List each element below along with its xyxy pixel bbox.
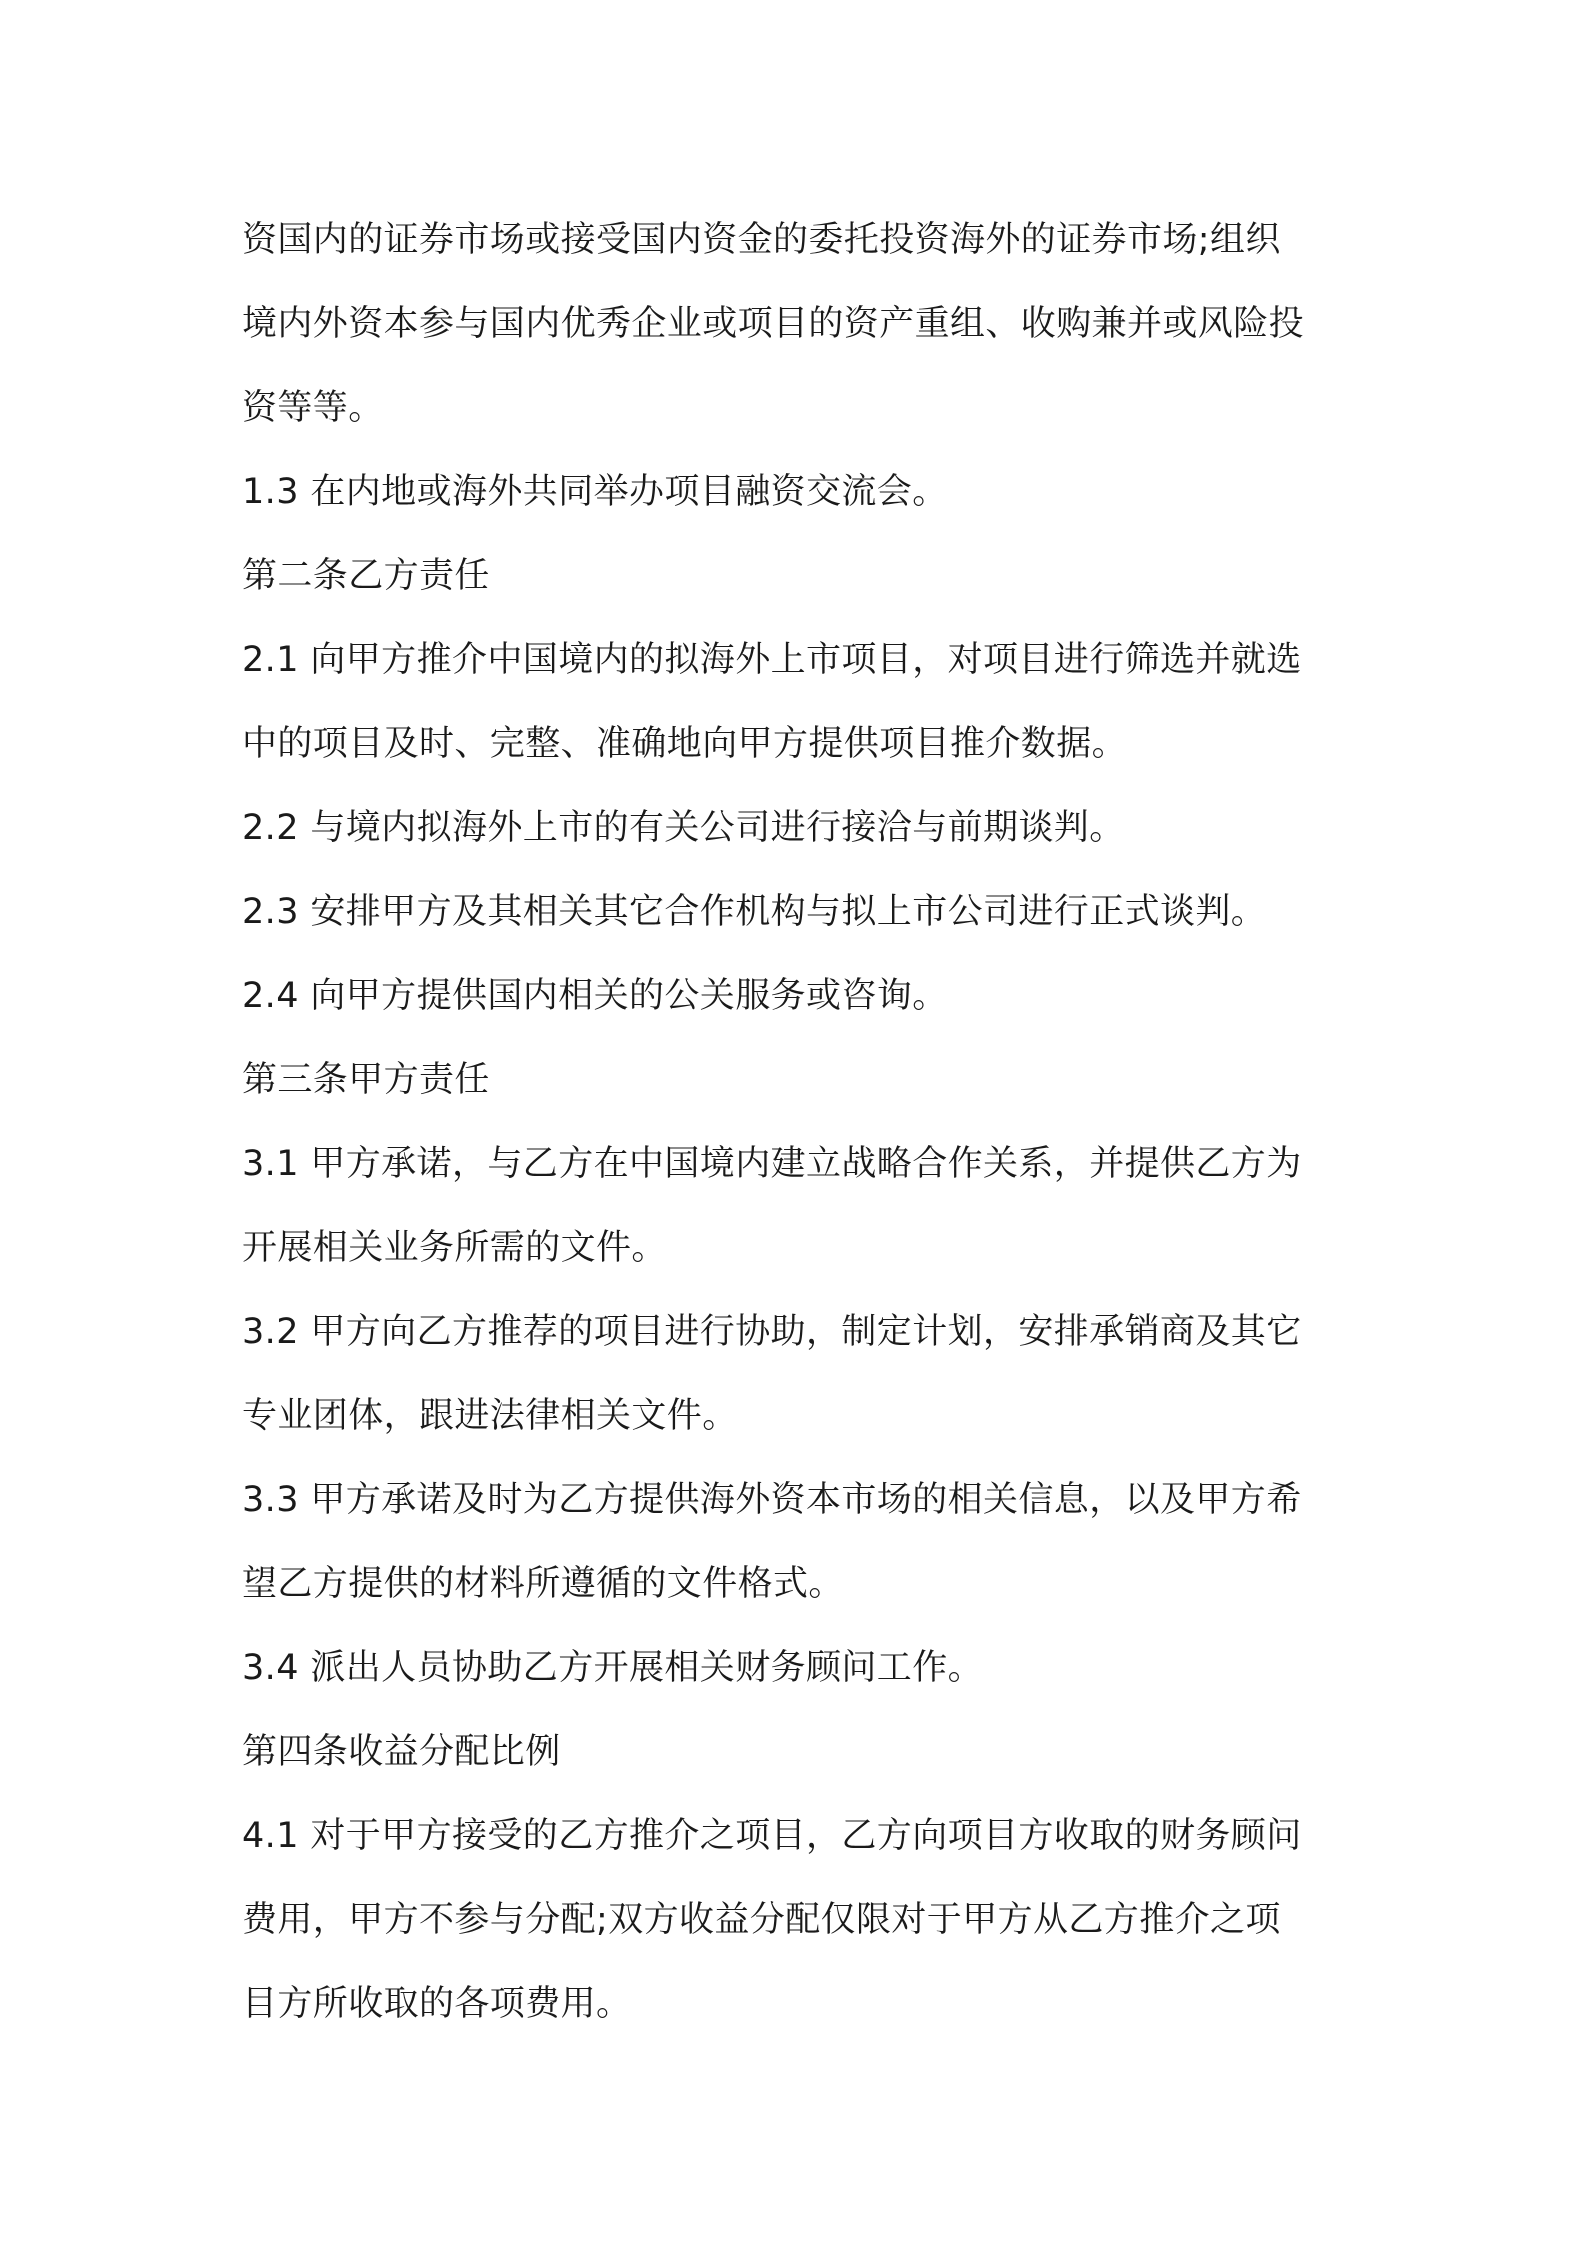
text-line: 费用，甲方不参与分配;双方收益分配仅限对于甲方从乙方推介之项: [242, 1900, 1281, 1940]
clause-2-3: 2.3 安排甲方及其相关其它合作机构与拟上市公司进行正式谈判。: [242, 892, 1267, 932]
text-line: 中的项目及时、完整、准确地向甲方提供项目推介数据。: [242, 724, 1128, 764]
clause-3-3: 3.3 甲方承诺及时为乙方提供海外资本市场的相关信息，以及甲方希: [242, 1480, 1302, 1520]
text-line: 开展相关业务所需的文件。: [242, 1228, 667, 1268]
clause-1-3: 1.3 在内地或海外共同举办项目融资交流会。: [242, 472, 948, 512]
text-line: 境内外资本参与国内优秀企业或项目的资产重组、收购兼并或风险投: [242, 304, 1305, 344]
text-line: 资国内的证券市场或接受国内资金的委托投资海外的证券市场;组织: [242, 220, 1281, 260]
document-body: [242, 198, 1362, 2046]
clause-3-4: 3.4 派出人员协助乙方开展相关财务顾问工作。: [242, 1648, 983, 1688]
section-heading-article-3: 第三条甲方责任: [242, 1060, 490, 1100]
clause-2-1: 2.1 向甲方推介中国境内的拟海外上市项目，对项目进行筛选并就选: [242, 640, 1302, 680]
text-line: 目方所收取的各项费用。: [242, 1984, 632, 2024]
text-line: 资等等。: [242, 388, 384, 428]
section-heading-article-4: 第四条收益分配比例: [242, 1732, 561, 1772]
clause-2-4: 2.4 向甲方提供国内相关的公关服务或咨询。: [242, 976, 948, 1016]
clause-3-2: 3.2 甲方向乙方推荐的项目进行协助，制定计划，安排承销商及其它: [242, 1312, 1302, 1352]
clause-2-2: 2.2 与境内拟海外上市的有关公司进行接洽与前期谈判。: [242, 808, 1125, 848]
text-line: 专业团体，跟进法律相关文件。: [242, 1396, 738, 1436]
section-heading-article-2: 第二条乙方责任: [242, 556, 490, 596]
clause-3-1: 3.1 甲方承诺，与乙方在中国境内建立战略合作关系，并提供乙方为: [242, 1144, 1302, 1184]
clause-4-1: 4.1 对于甲方接受的乙方推介之项目，乙方向项目方收取的财务顾问: [242, 1816, 1302, 1856]
text-line: 望乙方提供的材料所遵循的文件格式。: [242, 1564, 844, 1604]
